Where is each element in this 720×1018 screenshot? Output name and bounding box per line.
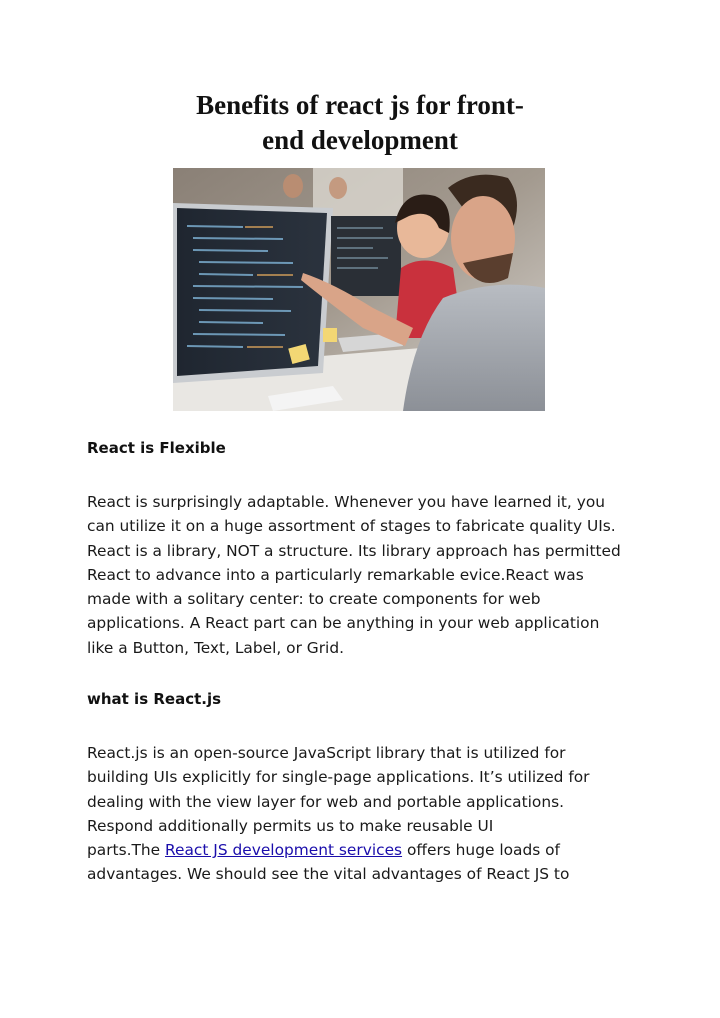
paragraph-line: can utilize it on a huge assortment of stages to fabricate quality UIs.: [87, 517, 616, 536]
paragraph-line: applications. A React part can be anything in your web application: [87, 614, 600, 633]
title-line-1: Benefits of react js for front-: [196, 90, 524, 120]
react-js-services-link[interactable]: React JS development services: [165, 841, 403, 860]
section-heading-what-is-react: what is React.js: [87, 690, 222, 708]
paragraph-line: Respond additionally permits us to make reusable UI: [87, 816, 494, 835]
developers-photo: [173, 168, 545, 411]
document-title: [0, 88, 720, 158]
paragraph-line: like a Button, Text, Label, or Grid.: [87, 638, 344, 657]
paragraph-line: building UIs explicitly for single-page applications. It’s utilized for: [87, 768, 590, 787]
paragraph-line: dealing with the view layer for web and portable applications.: [87, 792, 564, 811]
paragraph-what-is-react: [87, 741, 647, 887]
paragraph-line: React to advance into a particularly remarkable evice.React was: [87, 565, 584, 584]
paragraph-line: React is a library, NOT a structure. Its library approach has permitted: [87, 541, 621, 560]
section-heading-flexible: React is Flexible: [87, 439, 226, 457]
paragraph-line-with-link: [87, 838, 647, 862]
paragraph-flexible: [87, 490, 647, 660]
paragraph-line: advantages. We should see the vital advantages of React JS to: [87, 865, 570, 884]
title-line-2: end development: [262, 125, 458, 155]
paragraph-line: React is surprisingly adaptable. Whenever you have learned it, you: [87, 493, 605, 511]
link-prefix-text: parts.The: [87, 841, 165, 860]
paragraph-line: made with a solitary center: to create components for web: [87, 590, 541, 609]
paragraph-line: React.js is an open-source JavaScript library that is utilized for: [87, 744, 566, 762]
link-suffix-text: offers huge loads of: [402, 841, 560, 860]
